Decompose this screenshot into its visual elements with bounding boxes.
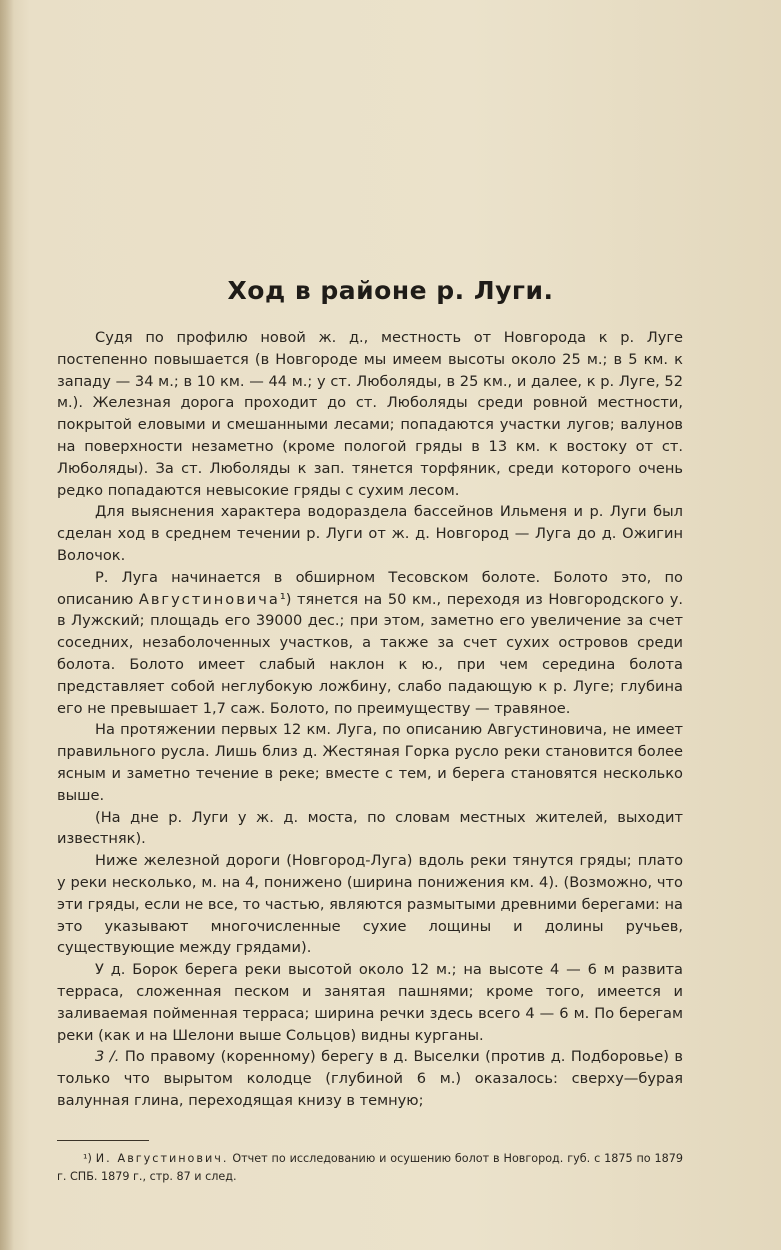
page-edge-shadow [0, 0, 14, 1250]
paragraph-1: Судя по профилю новой ж. д., местность от Новгорода к р. Луге постепенно повышается (в Новгороде мы имеем высоты около 25 м.; в 5 км. к западу — 34 м.; в 10 км. — 44 м.; у ст. Люболяды, в 25 км., и далее, к р. Луге, 52 м.). Железная дорога проходит до ст. Люболяды среди ровной местности, покрытой еловыми и смешанными лесами; попадаются участки лугов; валунов на поверхности незаметно (кроме пологой гряды в 13 км. к востоку от ст. Люболяды). За ст. Люболяды к зап. тянется торфяник, среди которого очень редко попадаются невысокие гряды с сухим лесом. [57, 329, 683, 499]
paragraph-7: У д. Борок берега реки высотой около 12 м.; на высоте 4 — 6 м развита терраса, сложенная песком и занятая пашнями; кроме того, имеется и заливаемая пойменная терраса; ширина речки здесь всего 4 — 6 м. По берегам реки (как и на Шелони выше Сольцов) видны курганы. [57, 961, 683, 1044]
paragraph-3 [57, 567, 683, 720]
footnote-mark: ¹) [83, 1152, 92, 1165]
paragraph-4: На протяжении первых 12 км. Луга, по описанию Августиновича, не имеет правильного русла. Лишь близ д. Жестяная Горка русло реки становится более ясным и заметно течение в реке; вместе с тем, и берега становятся несколько выше. [57, 721, 683, 804]
section-title: Ход в районе р. Луги. [227, 276, 554, 305]
paragraph-3-rest: ¹) тянется на 50 км., переходя из Новгородского у. в Лужский; площадь его 39000 дес.; при этом, заметно его увеличение за счет соседних, незаболоченных участков, а также за счет сухих островов среди болота. Болото имеет слабый наклон к ю., при чем середина болота представляет собой неглубокую ложбину, слабо падающую к р. Луге; глубина его не превышает 1,7 саж. Болото, по преимуществу — травяное. [57, 590, 683, 717]
paragraph-8-text: По правому (коренному) берегу в д. Выселки (против д. Подборовье) в только что вырытом колодце (глубиной 6 м.) оказалось: сверху—бурая валунная глина, переходящая книзу в темную; [57, 1048, 683, 1109]
point-number: 3 /. [95, 1048, 120, 1066]
paragraph-6: Ниже железной дороги (Новгород-Луга) вдоль реки тянутся гряды; плато у реки несколько, м. на 4, понижено (ширина понижения км. 4). (Возможно, что эти гряды, если не все, то частью, являются размытыми древними берегами: на это указывают многочисленные сухие лощины и долины ручьев, существующие между грядами). [57, 852, 683, 957]
footnote-text: Отчет по исследованию и осушению болот в Новгород. губ. с 1875 по 1879 г. СПБ. 1879 г., стр. 87 и след. [57, 1152, 683, 1183]
paragraph-2: Для выяснения характера водораздела бассейнов Ильменя и р. Луги был сделан ход в среднем течении р. Луги от ж. д. Новгород — Луга до д. Ожигин Волочок. [57, 503, 683, 564]
footnote-author: И. Августинович. [95, 1152, 229, 1165]
paragraph-3-start: Р. Луга начинается в обширном Тесовском болоте. Болото это, по описанию [57, 568, 683, 608]
footnote [57, 1150, 683, 1186]
author-name: Августиновича [138, 590, 280, 608]
footnote-rule [57, 1140, 149, 1141]
paragraph-5: (На дне р. Луги у ж. д. моста, по словам местных жителей, выходит известняк). [57, 808, 683, 848]
body-text [57, 327, 683, 1112]
paragraph-8 [57, 1046, 683, 1111]
